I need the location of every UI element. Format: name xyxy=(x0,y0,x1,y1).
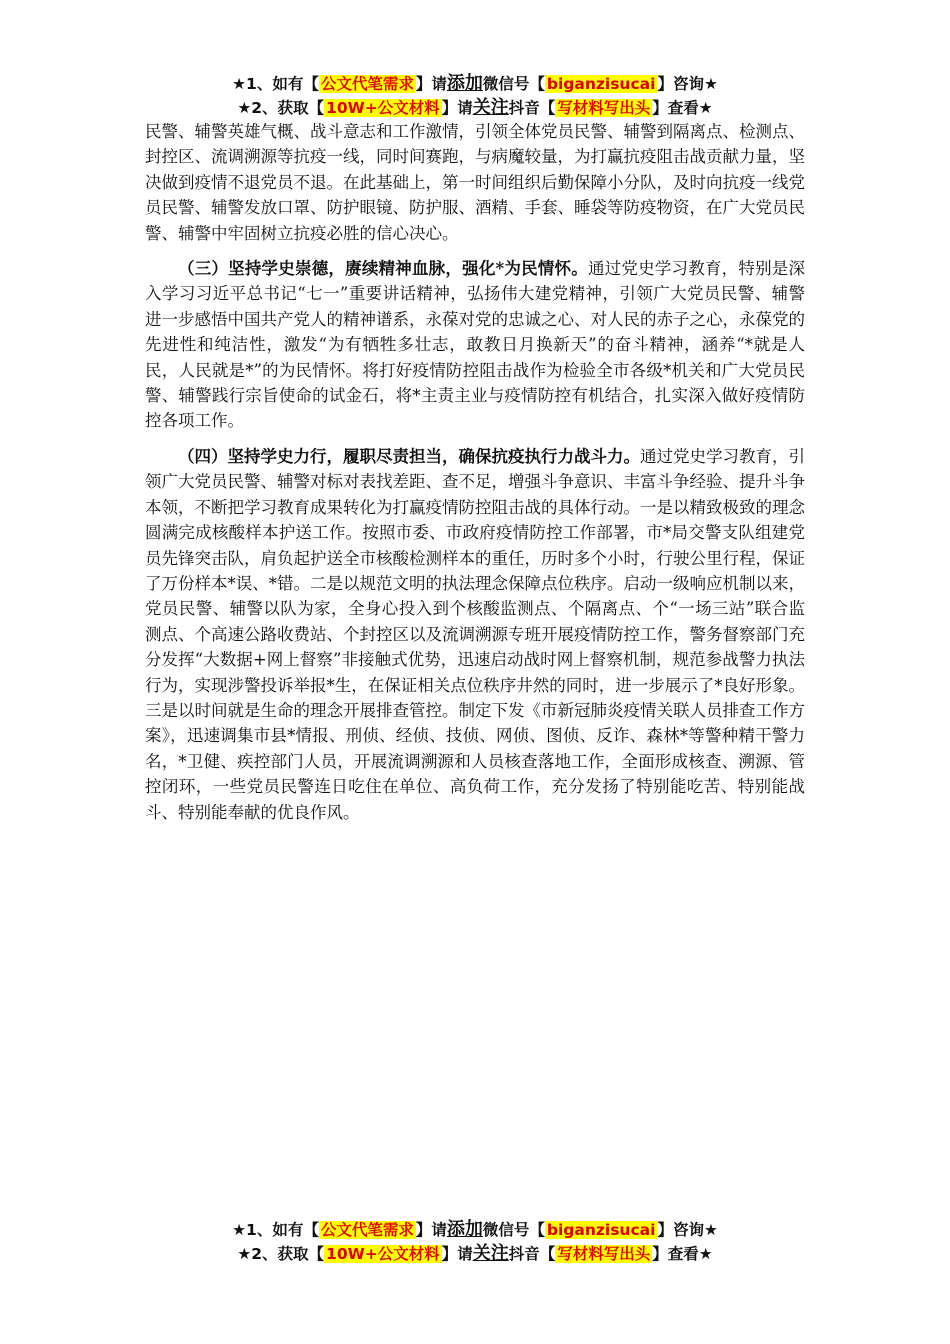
highlight-wechat-id: biganzisucai xyxy=(546,1221,656,1239)
paragraph-section-4 xyxy=(145,444,805,825)
header-banner xyxy=(0,72,950,120)
section-4-heading: （四）坚持学史力行，履职尽责担当，确保抗疫执行力战斗力。 xyxy=(178,446,640,466)
paragraph-section-3 xyxy=(145,256,805,434)
section-3-heading: （三）坚持学史崇德，赓续精神血脉，强化*为民情怀。 xyxy=(178,259,588,279)
banner-line-2: ★2、获取【 10W+公文材料 】请关注抖音【 写材料写出头 】查看★ xyxy=(237,97,713,118)
highlight-materials: 10W+公文材料 xyxy=(326,99,440,117)
section-3-body: 通过党史学习教育，特别是深入学习习近平总书记“七一”重要讲话精神，弘扬伟大建党精神，引领广大党员民警、辅警进一步感悟中国共产党人的精神谱系，永葆对党的忠诚之心、对人民的赤子之心，永葆党的先进性和纯洁性，激发“为有牺牲多壮志，敢教日月换新天”的奋斗精神，涵养“*就是人民，人民就是*”的为民情怀。将打好疫情防控阻击战作为检验全市各级*机关和广大党员民警、辅警践行宗旨使命的试金石，将*主责主业与疫情防控有机结合，扎实深入做好疫情防控各项工作。 xyxy=(145,259,806,431)
highlight-douyin: 写材料写出头 xyxy=(557,99,651,117)
star-icon: ★ xyxy=(237,99,252,117)
document-body xyxy=(145,119,805,835)
star-icon: ★ xyxy=(232,1221,247,1239)
star-icon: ★ xyxy=(703,1221,718,1239)
banner-line-1: ★1、如有【 公文代笔需求 】请添加微信号【 biganzisucai 】咨询★ xyxy=(232,1219,718,1240)
highlight-ghostwriting: 公文代笔需求 xyxy=(320,1221,414,1239)
banner-line-1: ★1、如有【 公文代笔需求 】请添加微信号【 biganzisucai 】咨询★ xyxy=(232,73,718,94)
star-icon: ★ xyxy=(237,1245,252,1263)
highlight-wechat-id: biganzisucai xyxy=(546,75,656,93)
section-4-body: 通过党史学习教育，引领广大党员民警、辅警对标对表找差距、查不足，增强斗争意识、丰富斗争经验、提升斗争本领，不断把学习教育成果转化为打赢疫情防控阻击战的具体行动。一是以精致极致的理念圆满完成核酸样本护送工作。按照市委、市政府疫情防控工作部署，市*局交警支队组建党员先锋突击队，肩负起护送全市核酸检测样本的重任，历时多个小时，行驶公里行程，保证了万份样本*误、*错。二是以规范文明的执法理念保障点位秩序。启动一级响应机制以来，党员民警、辅警以队为家，全身心投入到个核酸监测点、个隔离点、个“一场三站”联合监测点、个高速公路收费站、个封控区以及流调溯源专班开展疫情防控工作，警务督察部门充分发挥“大数据+网上督察”非接触式优势，迅速启动战时网上督察机制，规范参战警力执法行为，实现涉警投诉举报*生，在保证相关点位秩序井然的同时，进一步展示了*良好形象。三是以时间就是生命的理念开展排查管控。制定下发《市新冠肺炎疫情关联人员排查工作方案》，迅速调集市县*情报、刑侦、经侦、技侦、网侦、图侦、反诈、森林*等警种精干警力名，*卫健、疾控部门人员，开展流调溯源和人员核查落地工作，全面形成核查、溯源、管控闭环，一些党员民警连日吃住在单位、高负荷工作，充分发扬了特别能吃苦、特别能战斗、特别能奉献的优良作风。 xyxy=(145,446,805,822)
star-icon: ★ xyxy=(698,1245,713,1263)
highlight-douyin: 写材料写出头 xyxy=(557,1245,651,1263)
star-icon: ★ xyxy=(232,75,247,93)
highlight-ghostwriting: 公文代笔需求 xyxy=(320,75,414,93)
star-icon: ★ xyxy=(703,75,718,93)
footer-banner xyxy=(0,1218,950,1266)
highlight-materials: 10W+公文材料 xyxy=(326,1245,440,1263)
star-icon: ★ xyxy=(698,99,713,117)
banner-line-2: ★2、获取【 10W+公文材料 】请关注抖音【 写材料写出头 】查看★ xyxy=(237,1243,713,1264)
paragraph-continued: 民警、辅警英雄气概、战斗意志和工作激情，引领全体党员民警、辅警到隔离点、检测点、封控区、流调溯源等抗疫一线，同时间赛跑，与病魔较量，为打赢抗疫阻击战贡献力量，坚决做到疫情不退党员不退。在此基础上，第一时间组织后勤保障小分队，及时向抗疫一线党员民警、辅警发放口罩、防护眼镜、防护服、酒精、手套、睡袋等防疫物资，在广大党员民警、辅警中牢固树立抗疫必胜的信心决心。 xyxy=(145,122,805,243)
